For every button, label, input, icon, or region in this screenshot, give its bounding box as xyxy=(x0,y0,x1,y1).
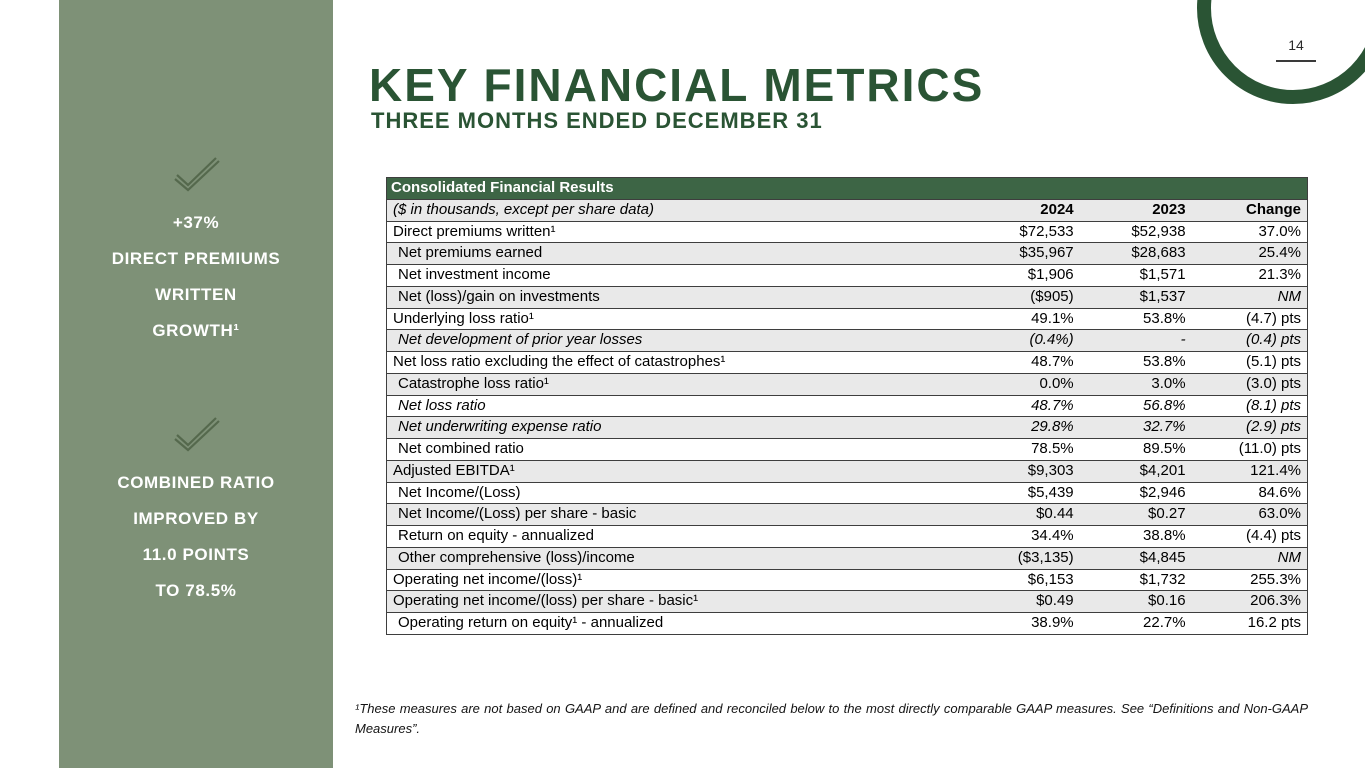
row-value-2024: $35,967 xyxy=(968,243,1080,265)
row-change: 63.0% xyxy=(1192,504,1308,526)
row-value-2023: 32.7% xyxy=(1080,417,1192,439)
row-value-2024: 0.0% xyxy=(968,373,1080,395)
table-row xyxy=(387,221,1308,243)
row-value-2024: 34.4% xyxy=(968,526,1080,548)
row-value-2023: $1,571 xyxy=(1080,265,1192,287)
row-label: Adjusted EBITDA¹ xyxy=(387,460,968,482)
row-change: (4.7) pts xyxy=(1192,308,1308,330)
row-value-2023: 53.8% xyxy=(1080,352,1192,374)
row-value-2023: 89.5% xyxy=(1080,439,1192,461)
callout-line: +37% xyxy=(172,213,220,232)
row-value-2023: $52,938 xyxy=(1080,221,1192,243)
page-number-underline xyxy=(1276,60,1316,62)
row-label: Other comprehensive (loss)/income xyxy=(387,547,968,569)
row-value-2023: $4,845 xyxy=(1080,547,1192,569)
check-icon xyxy=(172,155,220,193)
row-label: Return on equity - annualized xyxy=(387,526,968,548)
row-value-2024: 78.5% xyxy=(968,439,1080,461)
table-row xyxy=(387,547,1308,569)
row-value-2023: $0.16 xyxy=(1080,591,1192,613)
callout-combined-ratio xyxy=(59,415,333,609)
financial-results-table xyxy=(386,177,1308,635)
row-label: Operating return on equity¹ - annualized xyxy=(387,613,968,635)
table-subheader-row xyxy=(387,199,1308,221)
row-value-2024: $0.49 xyxy=(968,591,1080,613)
table-row xyxy=(387,265,1308,287)
row-value-2023: - xyxy=(1080,330,1192,352)
table-row xyxy=(387,613,1308,635)
table-row xyxy=(387,460,1308,482)
row-change: 16.2 pts xyxy=(1192,613,1308,635)
callout-text xyxy=(59,205,333,349)
table-row xyxy=(387,308,1308,330)
row-label: Net premiums earned xyxy=(387,243,968,265)
table-row xyxy=(387,482,1308,504)
row-value-2024: 48.7% xyxy=(968,395,1080,417)
row-label: Net loss ratio xyxy=(387,395,968,417)
table-row xyxy=(387,439,1308,461)
row-label: Net combined ratio xyxy=(387,439,968,461)
row-label: Catastrophe loss ratio¹ xyxy=(387,373,968,395)
row-change: 21.3% xyxy=(1192,265,1308,287)
row-change: NM xyxy=(1192,286,1308,308)
callout-line: IMPROVED BY xyxy=(133,509,259,528)
row-label: Underlying loss ratio¹ xyxy=(387,308,968,330)
row-value-2024: $0.44 xyxy=(968,504,1080,526)
row-label: Net loss ratio excluding the effect of catastrophes¹ xyxy=(387,352,968,374)
table-row xyxy=(387,286,1308,308)
table-row xyxy=(387,330,1308,352)
table-title: Consolidated Financial Results xyxy=(387,178,1308,200)
row-label: Operating net income/(loss)¹ xyxy=(387,569,968,591)
row-value-2024: $72,533 xyxy=(968,221,1080,243)
row-change: 255.3% xyxy=(1192,569,1308,591)
row-change: 84.6% xyxy=(1192,482,1308,504)
row-value-2024: $5,439 xyxy=(968,482,1080,504)
row-change: (5.1) pts xyxy=(1192,352,1308,374)
callout-premiums-growth xyxy=(59,155,333,349)
row-value-2024: (0.4%) xyxy=(968,330,1080,352)
row-label: Operating net income/(loss) per share - basic¹ xyxy=(387,591,968,613)
row-value-2023: $1,537 xyxy=(1080,286,1192,308)
page-title: KEY FINANCIAL METRICS xyxy=(369,58,985,111)
row-value-2024: 49.1% xyxy=(968,308,1080,330)
row-change: (3.0) pts xyxy=(1192,373,1308,395)
callout-line: WRITTEN xyxy=(155,285,237,304)
row-change: (0.4) pts xyxy=(1192,330,1308,352)
row-label: Direct premiums written¹ xyxy=(387,221,968,243)
column-header-change: Change xyxy=(1192,199,1308,221)
row-change: NM xyxy=(1192,547,1308,569)
table-row xyxy=(387,395,1308,417)
row-change: 206.3% xyxy=(1192,591,1308,613)
row-change: (11.0) pts xyxy=(1192,439,1308,461)
row-value-2023: 53.8% xyxy=(1080,308,1192,330)
column-header-2023: 2023 xyxy=(1080,199,1192,221)
footnote: ¹These measures are not based on GAAP and are defined and reconciled below to the most directly comparable GAAP measures. See “Definitions and Non-GAAP Measures”. xyxy=(355,701,1308,736)
table-row xyxy=(387,591,1308,613)
row-value-2023: $2,946 xyxy=(1080,482,1192,504)
row-value-2023: $0.27 xyxy=(1080,504,1192,526)
table-row xyxy=(387,526,1308,548)
row-label: Net development of prior year losses xyxy=(387,330,968,352)
table-row xyxy=(387,417,1308,439)
row-label: Net (loss)/gain on investments xyxy=(387,286,968,308)
page-number: 14 xyxy=(1288,37,1304,53)
row-value-2024: 38.9% xyxy=(968,613,1080,635)
row-value-2024: ($3,135) xyxy=(968,547,1080,569)
row-value-2023: 22.7% xyxy=(1080,613,1192,635)
row-value-2024: $1,906 xyxy=(968,265,1080,287)
row-label: Net Income/(Loss) xyxy=(387,482,968,504)
row-change: (4.4) pts xyxy=(1192,526,1308,548)
row-value-2023: 38.8% xyxy=(1080,526,1192,548)
row-value-2024: ($905) xyxy=(968,286,1080,308)
callout-text xyxy=(59,465,333,609)
table-row xyxy=(387,243,1308,265)
row-label: Net Income/(Loss) per share - basic xyxy=(387,504,968,526)
table-row xyxy=(387,352,1308,374)
row-change: 25.4% xyxy=(1192,243,1308,265)
row-change: 37.0% xyxy=(1192,221,1308,243)
callout-line: DIRECT PREMIUMS xyxy=(111,249,281,268)
row-change: 121.4% xyxy=(1192,460,1308,482)
callout-line: COMBINED RATIO xyxy=(117,473,275,492)
table-title-row xyxy=(387,178,1308,200)
row-value-2023: 56.8% xyxy=(1080,395,1192,417)
row-value-2024: 29.8% xyxy=(968,417,1080,439)
row-value-2023: $28,683 xyxy=(1080,243,1192,265)
callout-line: GROWTH¹ xyxy=(152,321,240,340)
table-row xyxy=(387,504,1308,526)
row-change: (8.1) pts xyxy=(1192,395,1308,417)
column-header-2024: 2024 xyxy=(968,199,1080,221)
table-row xyxy=(387,373,1308,395)
check-icon xyxy=(172,415,220,453)
page-subtitle: THREE MONTHS ENDED DECEMBER 31 xyxy=(371,108,823,134)
callout-line: TO 78.5% xyxy=(155,581,237,600)
row-label: Net investment income xyxy=(387,265,968,287)
callout-line: 11.0 POINTS xyxy=(142,545,250,564)
row-value-2023: $4,201 xyxy=(1080,460,1192,482)
row-label: Net underwriting expense ratio xyxy=(387,417,968,439)
row-value-2024: $6,153 xyxy=(968,569,1080,591)
units-label: ($ in thousands, except per share data) xyxy=(387,199,968,221)
sidebar xyxy=(59,0,333,768)
row-value-2024: $9,303 xyxy=(968,460,1080,482)
table-row xyxy=(387,569,1308,591)
row-value-2023: $1,732 xyxy=(1080,569,1192,591)
row-change: (2.9) pts xyxy=(1192,417,1308,439)
row-value-2023: 3.0% xyxy=(1080,373,1192,395)
row-value-2024: 48.7% xyxy=(968,352,1080,374)
table-body xyxy=(387,221,1308,634)
